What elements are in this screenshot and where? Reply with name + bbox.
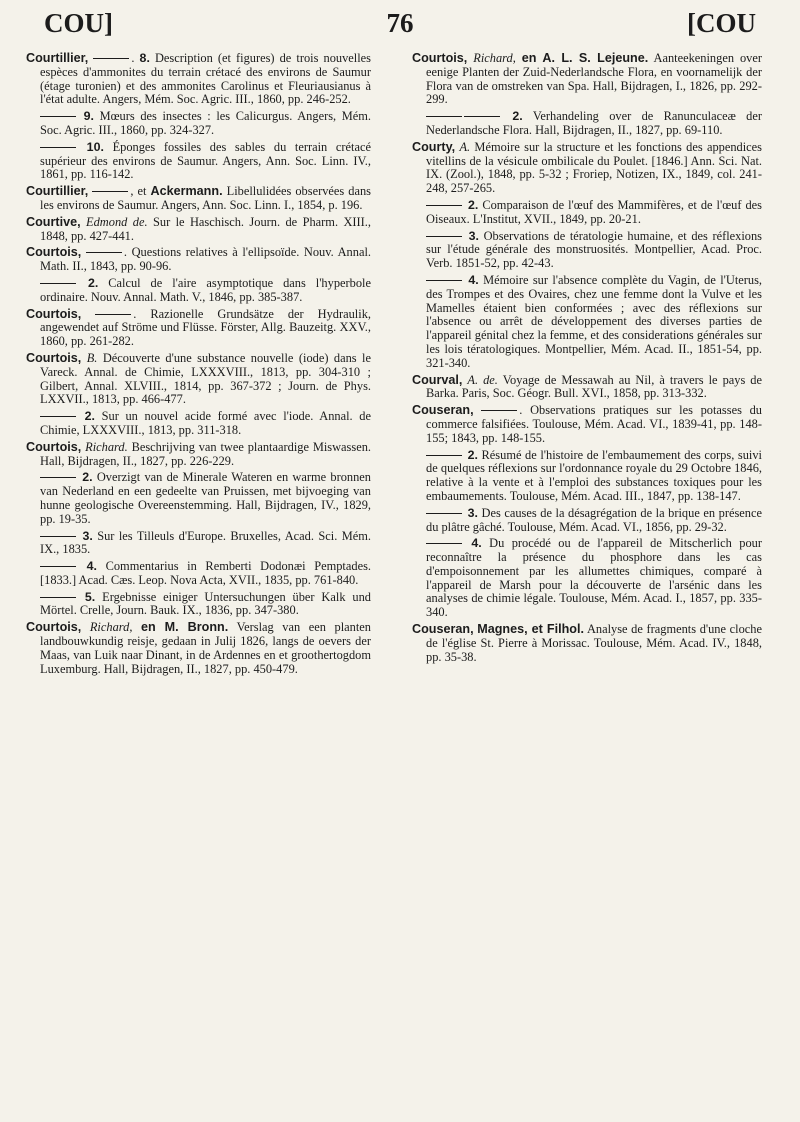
author-name: Courtois, [26, 245, 82, 260]
author-name: Couseran, [412, 403, 474, 418]
ditto-dash [426, 543, 462, 544]
entry-number: 3. [467, 505, 478, 520]
bibliography-subentry [26, 530, 371, 558]
author-given: Richard. [85, 439, 128, 454]
entry-text: Commentarius in Remberti Dodonæi Pemptades. [1833.] Acad. Cæs. Leop. Nova Acta, XVII., 1835, pp. 761-840. [40, 559, 371, 587]
ditto-dash [40, 147, 76, 148]
bibliography-subentry [26, 277, 371, 305]
entry-text: Du procédé ou de l'appareil de Mitscherlich pour reconnaître la présence du phosphore dans les cas d'empoisonnement par les allumettes chimiques, comparé à l'appareil de Marsh pour la découverte de l'arsénic dans les analyses de chimie légale. Toulouse, Mém. Acad. I., 1857, pp. 335-340. [426, 536, 762, 620]
bibliography-subentry [26, 471, 371, 526]
bibliography-subentry [412, 110, 762, 138]
author-name: Courty, [412, 139, 456, 154]
left-column [26, 52, 371, 679]
ditto-dash [426, 455, 462, 456]
author-name: Courtois, [26, 306, 82, 321]
entry-number: 2. [87, 275, 99, 290]
ditto-dash [40, 477, 76, 478]
entry-number: 5. [84, 589, 96, 604]
bibliography-entry [26, 621, 371, 676]
coauthor: Magnes, et Filhol. [477, 622, 584, 637]
author-name: Courtillier, [26, 184, 89, 199]
bibliography-subentry [412, 537, 762, 620]
ditto-dash [40, 536, 76, 537]
bibliography-entry [26, 352, 371, 407]
bibliography-subentry [26, 141, 371, 182]
entry-text: Résumé de l'histoire de l'embaumement des corps, suivi de quelques réflexions sur l'ordonnance royale du 29 Octobre 1846, relative à la vente et à l'emploi des substances toxiques pour les embaumements. Toulouse, Mém. Acad. III., 1847, pp. 138-147. [426, 447, 762, 503]
entry-number: 2. [468, 197, 479, 212]
bibliography-entry [412, 52, 762, 107]
entry-text: Sur le Haschisch. Journ. de Pharm. XIII., 1848, pp. 427-441. [40, 214, 371, 243]
author-name: Courval, [412, 372, 463, 387]
entry-text: Éponges fossiles des sables du terrain crétacé supérieur des environs de Saumur. Angers, Ann. Soc. Linn. IV., 1861, pp. 116-142. [40, 139, 371, 182]
entry-number: 10. [86, 139, 104, 154]
ditto-dash [92, 191, 128, 192]
ditto-dash [95, 314, 131, 315]
author-given: Richard, [89, 620, 133, 635]
author-name: Courtillier, [26, 51, 89, 65]
bibliography-entry: Courtillier, . 8. Description (et figures) de trois nouvelles espèces d'ammonites du terrain crétacé des environs de Saumur (étage turonien) et des ammonites Carolinus et Fleuriausianus à l'état adulte. Angers, Mém. Soc. Agric. III., 1860, pp. 246-252. [26, 51, 371, 107]
ditto-dash [40, 116, 76, 117]
author-given: Richard, [473, 51, 516, 65]
entry-number: 8. [139, 51, 150, 65]
ditto-dash [426, 236, 462, 237]
entry-text: Libellulidées observées dans les environs de Saumur. Angers, Ann. Soc. Linn. I., 1854, p. 196. [40, 184, 371, 212]
bibliography-subentry [412, 507, 762, 535]
entry-text: Mœurs des insectes : les Calicurgus. Angers, Mém. Soc. Agric. III., 1860, pp. 324-327. [40, 109, 371, 137]
bibliography-subentry [412, 274, 762, 371]
entry-number: 3. [82, 528, 93, 543]
bibliography-entry [412, 141, 762, 196]
entry-text: Observations de tératologie humaine, et des réflexions sur l'étude générale des monstruosités. Montpellier, Acad. Proc. Verb. 1851-52, pp. 42-43. [426, 228, 762, 271]
entry-text: Beschrijving van twee plantaardige Miswassen. Hall, Bijdragen, II., 1827, pp. 226-229. [40, 439, 371, 468]
author-name: Courtois, [26, 439, 82, 454]
entry-number: 2. [512, 109, 523, 124]
entry-number: 4. [86, 559, 97, 574]
bibliography-subentry [26, 591, 371, 619]
header-left: COU] [44, 8, 113, 38]
entry-text: Sur un nouvel acide formé avec l'iode. Annal. de Chimie, LXXXVIII., 1813, pp. 311-318. [40, 409, 371, 437]
ditto-dash [481, 410, 517, 411]
bibliography-subentry [26, 410, 371, 438]
entry-number: 3. [468, 228, 479, 243]
entry-text: Comparaison de l'œuf des Mammifères, et de l'œuf des Oiseaux. L'Institut, XVII., 1849, pp. 20-21. [426, 197, 762, 226]
bibliography-subentry [412, 449, 762, 504]
entry-text: Razionelle Grundsätze der Hydraulik, angewendet auf Ströme und Flüsse. Förster, Allg. Bauzeitg. XXV., 1860, pp. 261-282. [40, 306, 371, 349]
ditto-dash [86, 252, 122, 253]
entry-text: Questions relatives à l'ellipsoïde. Nouv. Annal. Math. II., 1843, pp. 90-96. [40, 245, 371, 274]
author-name: Courtois, [412, 51, 468, 65]
author-name: Courtois, [26, 350, 82, 365]
bibliography-entry: Courtois, . Razionelle Grundsätze der Hydraulik, angewendet auf Ströme und Flüsse. Förster, Allg. Bauzeitg. XXV., 1860, pp. 261-282. [26, 306, 371, 349]
header-right: [COU [687, 8, 756, 38]
ditto-dash [464, 116, 500, 117]
right-column [412, 52, 762, 667]
ditto-dash [426, 205, 462, 206]
bibliography-entry [412, 374, 762, 402]
entry-text: Ergebnisse einiger Untersuchungen über Kalk und Mörtel. Crelle, Journ. Bauk. IX., 1836, pp. 347-380. [40, 589, 371, 618]
coauthor: Ackermann. [150, 184, 223, 199]
running-header [44, 8, 756, 38]
entry-text: Découverte d'une substance nouvelle (iode) dans le Vareck. Annal. de Chimie, LXXXVIII., 1813, pp. 304-310 ; Gilbert, Annal. XLVIII., 1814, pp. 367-372 ; Journ. de Phys. LXXVII., 1813, pp. 466-477. [40, 350, 371, 407]
ditto-dash [426, 116, 462, 117]
entry-text: Analyse de fragments d'une cloche de l'église St. Pierre à Morissac. Toulouse, Mém. Acad. IV., 1848, pp. 35-38. [426, 622, 762, 664]
author-name: Courtois, [26, 620, 82, 635]
bibliography-entry [26, 216, 371, 244]
entry-number: 9. [83, 109, 94, 124]
bibliography-subentry [412, 199, 762, 227]
bibliography-subentry [412, 230, 762, 271]
entry-number: 2. [82, 470, 93, 485]
ditto-dash [426, 513, 462, 514]
entry-number: 2. [467, 447, 478, 462]
ditto-dash [40, 597, 76, 598]
ditto-dash [40, 566, 76, 567]
entry-text: Verslag van een planten landbouwkundig reisje, gedaan in Julij 1826, langs de oevers der Maas, van Luik naar Dinant, in de Ardennes en et groothertogdom Luxemburg. Hall, Bijdragen, II., 1827, pp. 450-479. [40, 620, 371, 676]
ditto-dash [426, 280, 462, 281]
author-given: B. [86, 350, 98, 365]
entry-text: Observations pratiques sur les potasses du commerce falsifiées. Toulouse, Mém. Acad. VI., 1839-41, pp. 148-155; 1843, pp. 148-155. [426, 403, 762, 445]
entry-text: Verhandeling over de Ranunculaceæ der Nederlandsche Flora. Hall, Bijdragen, II., 1827, pp. 69-110. [426, 109, 763, 137]
author-given: Edmond de. [86, 214, 148, 229]
bibliography-entry: Couseran, . Observations pratiques sur les potasses du commerce falsifiées. Toulouse, Mém. Acad. VI., 1839-41, pp. 148-155; 1843, pp. 148-155. [412, 403, 762, 445]
bibliography-entry [26, 441, 371, 469]
coauthor: en A. L. S. Lejeune. [521, 51, 649, 65]
entry-text: Des causes de la désagrégation de la brique en présence du plâtre gâché. Toulouse, Mém. Acad. VI., 1856, pp. 29-32. [426, 505, 762, 534]
coauthor: en M. Bronn. [141, 620, 229, 635]
entry-text: Calcul de l'aire asymptotique dans l'hyperbole ordinaire. Nouv. Annal. Math. V., 1846, pp. 385-387. [40, 275, 371, 304]
entry-text: Mémoire sur l'absence complète du Vagin, de l'Uterus, des Trompes et des Ovaires, chez une femme dont la Vulve et les Mamelles étaient bien conformées ; avec des réflexions sur l'absence ou arrêt de développement des diverses parties de l'appareil génital chez la femme, et des considerations générales sur les lois tératologiques. Montpellier, Mém. Acad. II., 1851-54, pp. 321-340. [426, 272, 763, 370]
entry-text: Description (et figures) de trois nouvelles espèces d'ammonites du terrain crétacé des environs de Saumur (étage turonien) et des ammonites Carolinus et Fleuriausianus à l'état adulte. Angers, Mém. Soc. Agric. III., 1860, pp. 246-252. [40, 51, 371, 107]
author-given: A. de. [467, 372, 498, 387]
entry-number: 4. [471, 536, 482, 551]
entry-text: Voyage de Messawah au Nil, à travers le pays de Barka. Paris, Soc. Géogr. Bull. XVI., 1858, pp. 313-332. [426, 372, 762, 401]
bibliography-entry: Courtillier, , et Ackermann. Libellulidées observées dans les environs de Saumur. Angers, Ann. Soc. Linn. I., 1854, p. 196. [26, 184, 371, 212]
entry-number: 2. [84, 409, 95, 424]
entry-text: Sur les Tilleuls d'Europe. Bruxelles, Acad. Sci. Mém. IX., 1835. [40, 528, 371, 557]
ditto-dash [93, 58, 129, 59]
ditto-dash [40, 416, 76, 417]
bibliography-entry: Courtois, . Questions relatives à l'ellipsoïde. Nouv. Annal. Math. II., 1843, pp. 90-96. [26, 245, 371, 274]
author-name: Couseran, [412, 622, 474, 637]
author-name: Courtive, [26, 214, 81, 229]
bibliography-entry [412, 623, 762, 664]
entry-number: 4. [468, 272, 479, 287]
bibliography-subentry [26, 110, 371, 138]
ditto-dash [40, 283, 76, 284]
page-number: 76 [386, 8, 414, 38]
entry-text: Aanteekeningen over eenige Planten der Zuid-Nederlandsche Flora, en voornamelijk der Flora van de omstreken van Spa. Hall, Bijdragen, I., 1826, pp. 292-299. [426, 51, 762, 107]
bibliography-subentry [26, 560, 371, 588]
entry-text: Overzigt van de Minerale Wateren en warme bronnen van Nederland en een gedeelte van Pruissen, met bijvoeging van hunne geologische Overeenstemming. Hall, Bijdragen, IV., 1829, pp. 19-35. [40, 470, 371, 526]
entry-text: Mémoire sur la structure et les fonctions des appendices vitellins de la vésicule ombilicale du Poulet. [1846.] Ann. Sci. Nat. IX. (Zool.), 1848, pp. 5-32 ; Froriep, Notizen, IX., 1849, col. 241-248, 257-265. [426, 139, 762, 196]
author-given: A. [459, 139, 471, 154]
